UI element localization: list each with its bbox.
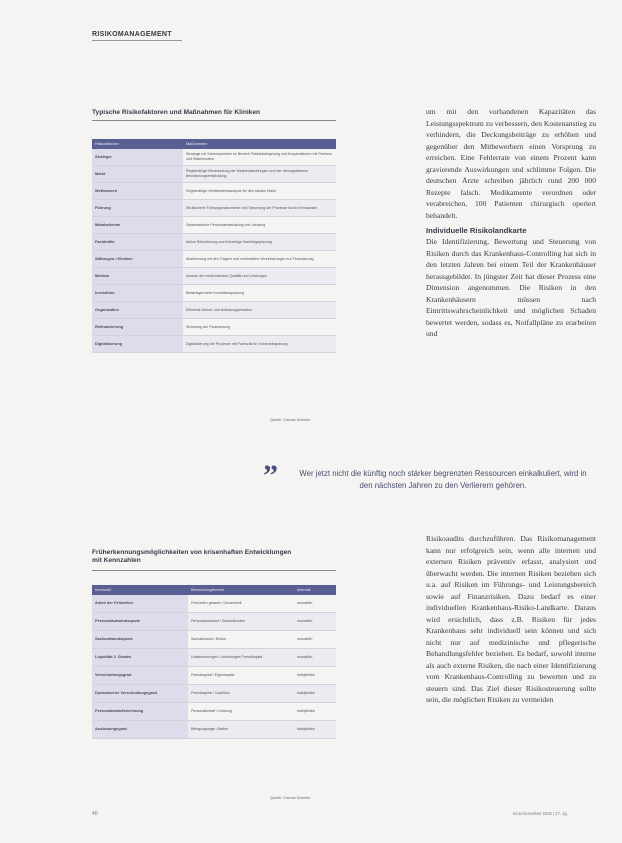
risk-factor-cell: Führung — [92, 200, 183, 217]
table-row — [92, 631, 336, 649]
risk-factor-cell: Strategie — [92, 149, 183, 166]
interval-cell: monatlich — [294, 613, 336, 631]
measure-cell: Strukturierte Führungsinstrumente und Steuerung der Prozesse durch Kennzahlen — [183, 200, 336, 217]
interval-cell: monatlich — [294, 631, 336, 649]
measure-cell: Abstimmung mit den Trägern und verbindliche Vereinbarungen zur Finanzierung — [183, 251, 336, 268]
table-row — [92, 166, 336, 183]
article-paragraph-3: Risikoaudits durchzuführen. Das Risikomanagement kann nur erfolgreich sein, wenn alle internen und externen Risiken präventiv erfasst, analysiert und überwacht werden. Die internen Risiken beziehen sich u.a. auf Risiken im Führungs- und Leistungsbereich sowie auf Finanzrisiken. Dazu bedarf es einer individuellen Krankenhaus-Risiko-Landkarte. Daraus wird ersichtlich, dass z.B. Risiken für jedes Krankenhaus sehr individuell sein können und sich nicht nur auf medizinische und pflegerische Behandlungsfehler beziehen. Es bedarf, sowohl interne als auch externe Risiken, die nach einer Identifizierung vom Krankenhaus-Controlling zu bewerten und zu steuern sind. Das Ziel dieser Risikosteuerung sollte sein, die möglichen Risiken zu vermeiden — [426, 534, 596, 704]
kpi-name-cell: Personalaufwandsquote — [92, 613, 188, 631]
kpi-name-cell: Anteil der Fehlzeiten — [92, 595, 188, 613]
table-row — [92, 336, 336, 353]
risk-factors-table — [92, 139, 336, 353]
risk-factor-cell: Markt — [92, 166, 183, 183]
interval-cell: monatlich — [294, 649, 336, 667]
interval-cell: monatlich — [294, 595, 336, 613]
table1-title: Typische Risikofaktoren und Maßnahmen für Kliniken — [92, 109, 261, 116]
risk-factor-cell: Refinanzierung — [92, 319, 183, 336]
interval-cell: halbjährlich — [294, 721, 336, 739]
rubric-divider — [92, 40, 182, 41]
table-row — [92, 234, 336, 251]
table-row — [92, 595, 336, 613]
table2-header-kpi: Kennzahl — [92, 585, 188, 595]
measure-cell: Regelmäßige Beobachtung der Marktentwicklungen und der demografischen Bevölkerungsentwicklung — [183, 166, 336, 183]
table-row — [92, 149, 336, 166]
formula-cell: Umlaufvermögen / kurzfristiges Fremdkapital — [188, 649, 294, 667]
formula-cell: Personalaufwand / Gesamtkosten — [188, 613, 294, 631]
risk-factor-cell: Wettbewerb — [92, 183, 183, 200]
table2-title: Früherkennungsmöglichkeiten von krisenhaften Entwicklungen mit Kennzahlen — [92, 549, 292, 564]
formula-cell: Fremdkapital / Eigenkapital — [188, 667, 294, 685]
measure-cell: Strategie mit Schwerpunkten im Bereich Fallzahlsteigerung und Kooperationen mit Partnern und Stakeholdern — [183, 149, 336, 166]
table1-rule — [92, 120, 336, 121]
risk-factor-cell: Digitalisierung — [92, 336, 183, 353]
formula-cell: Fremdkapital / Cashflow — [188, 685, 294, 703]
table-row — [92, 268, 336, 285]
measure-cell: Ausbau der medizinischen Qualität und Leistungen — [183, 268, 336, 285]
table2-header-interval: Intervall — [294, 585, 336, 595]
table-row — [92, 183, 336, 200]
article-paragraph-1: um mit den vorhandenen Kapazitäten das Leistungsspektrum zu verbessern, den Kostenanstieg zu verhindern, die Deckungsbeiträge zu erhöhen und gegenüber den Mitbewerbern einen Vorsprung zu erreichen. Eine Fehlerrate von einem Prozent kann gravierende Auswirkungen und schlimme Folgen. Die deutschen Ärzte schreiben jährlich rund 200 000 Rezepte falsch. Medikamente verordnen oder verabreichen, 100 Patienten chirurgisch operiert behandelt. — [426, 107, 596, 220]
measure-cell: Aktive Rekrutierung und frühzeitige Nachfolgeplanung — [183, 234, 336, 251]
risk-factor-cell: Investition — [92, 285, 183, 302]
article-heading: Individuelle Risikolandkarte — [426, 226, 527, 235]
table1-source: Quelle: Conrad Schmitz — [270, 418, 311, 422]
kpi-name-cell: Liquidität 2. Grades — [92, 649, 188, 667]
measure-cell: Regelmäßige Wettbewerbsanalyse für den lokalen Markt — [183, 183, 336, 200]
table1-header-factors: Risikofaktoren — [92, 139, 183, 149]
table1-header-measures: Maßnahmen — [183, 139, 336, 149]
page-number: 40 — [92, 811, 98, 817]
risk-factor-cell: Fachkräfte — [92, 234, 183, 251]
kpi-name-cell: Dynamischer Verschuldungsgrad — [92, 685, 188, 703]
measure-cell: Effiziente Ablauf- und Aufbauorganisation — [183, 302, 336, 319]
interval-cell: halbjährlich — [294, 685, 336, 703]
formula-cell: Sachaufwand / Erlöse — [188, 631, 294, 649]
quote-mark-icon: ” — [263, 459, 278, 492]
interval-cell: halbjährlich — [294, 667, 336, 685]
table-row — [92, 721, 336, 739]
kpi-table — [92, 585, 336, 739]
table-row — [92, 200, 336, 217]
table-row — [92, 302, 336, 319]
table-row — [92, 649, 336, 667]
measure-cell: Sicherung der Finanzierung — [183, 319, 336, 336]
measure-cell: Systematische Personalentwicklung und -bindung — [183, 217, 336, 234]
interval-cell: halbjährlich — [294, 703, 336, 721]
table-row — [92, 319, 336, 336]
risk-factor-cell: Organisation — [92, 302, 183, 319]
pull-quote: Wer jetzt nicht die künftig noch stärker begrenzten Ressourcen einkalkuliert, wird in den nächsten Jahren zu den Verlierern gehören. — [299, 469, 587, 490]
article-column-top — [426, 106, 596, 340]
table-row — [92, 285, 336, 302]
table2-header-formula: Berechnungsformel — [188, 585, 294, 595]
risk-factor-cell: Medizin — [92, 268, 183, 285]
measure-cell: Bedarfsgerechte Investitionsplanung — [183, 285, 336, 302]
kpi-name-cell: Verschuldungsgrad — [92, 667, 188, 685]
table2-rule — [92, 570, 336, 571]
table-row — [92, 251, 336, 268]
table-row — [92, 217, 336, 234]
issue-info: kma Dezember 2022 | 27. Jg. — [513, 811, 568, 816]
risk-factor-cell: Mitarbeitende — [92, 217, 183, 234]
table2-source: Quelle: Conrad Schmitz — [270, 796, 311, 800]
table-row — [92, 667, 336, 685]
article-paragraph-2: Die Identifizierung, Bewertung und Steuerung von Risiken durch das Krankenhaus-Controlling hat sich in den letzten Jahren bei einem Teil der Krankenhäuser herausgebildet. In jüngster Zeit hat dieser Prozess eine Dimension angenommen. Die Risiken in den Krankenhäusern müssen nach Eintrittswahrscheinlichkeit und möglichen Schaden bewertet werden, sodass es, Notfallpläne zu erarbeiten und — [426, 237, 596, 338]
table-row — [92, 703, 336, 721]
measure-cell: Digitalisierung der Prozesse mit Potenzial für Kosteneinsparung — [183, 336, 336, 353]
article-column-bottom — [426, 533, 596, 706]
table-row — [92, 613, 336, 631]
table-row — [92, 685, 336, 703]
formula-cell: Personalbedarf / Leistung — [188, 703, 294, 721]
risk-factor-cell: Stiftungen / Kliniken — [92, 251, 183, 268]
kpi-name-cell: Auslastungsgrad — [92, 721, 188, 739]
section-rubric: RISIKOMANAGEMENT — [92, 31, 172, 38]
kpi-name-cell: Sachaufwandsquote — [92, 631, 188, 649]
formula-cell: Fehlzeiten gesamt / Gesamtzeit — [188, 595, 294, 613]
kpi-name-cell: Personalbedarfsrechnung — [92, 703, 188, 721]
formula-cell: Belegungstage / Betten — [188, 721, 294, 739]
